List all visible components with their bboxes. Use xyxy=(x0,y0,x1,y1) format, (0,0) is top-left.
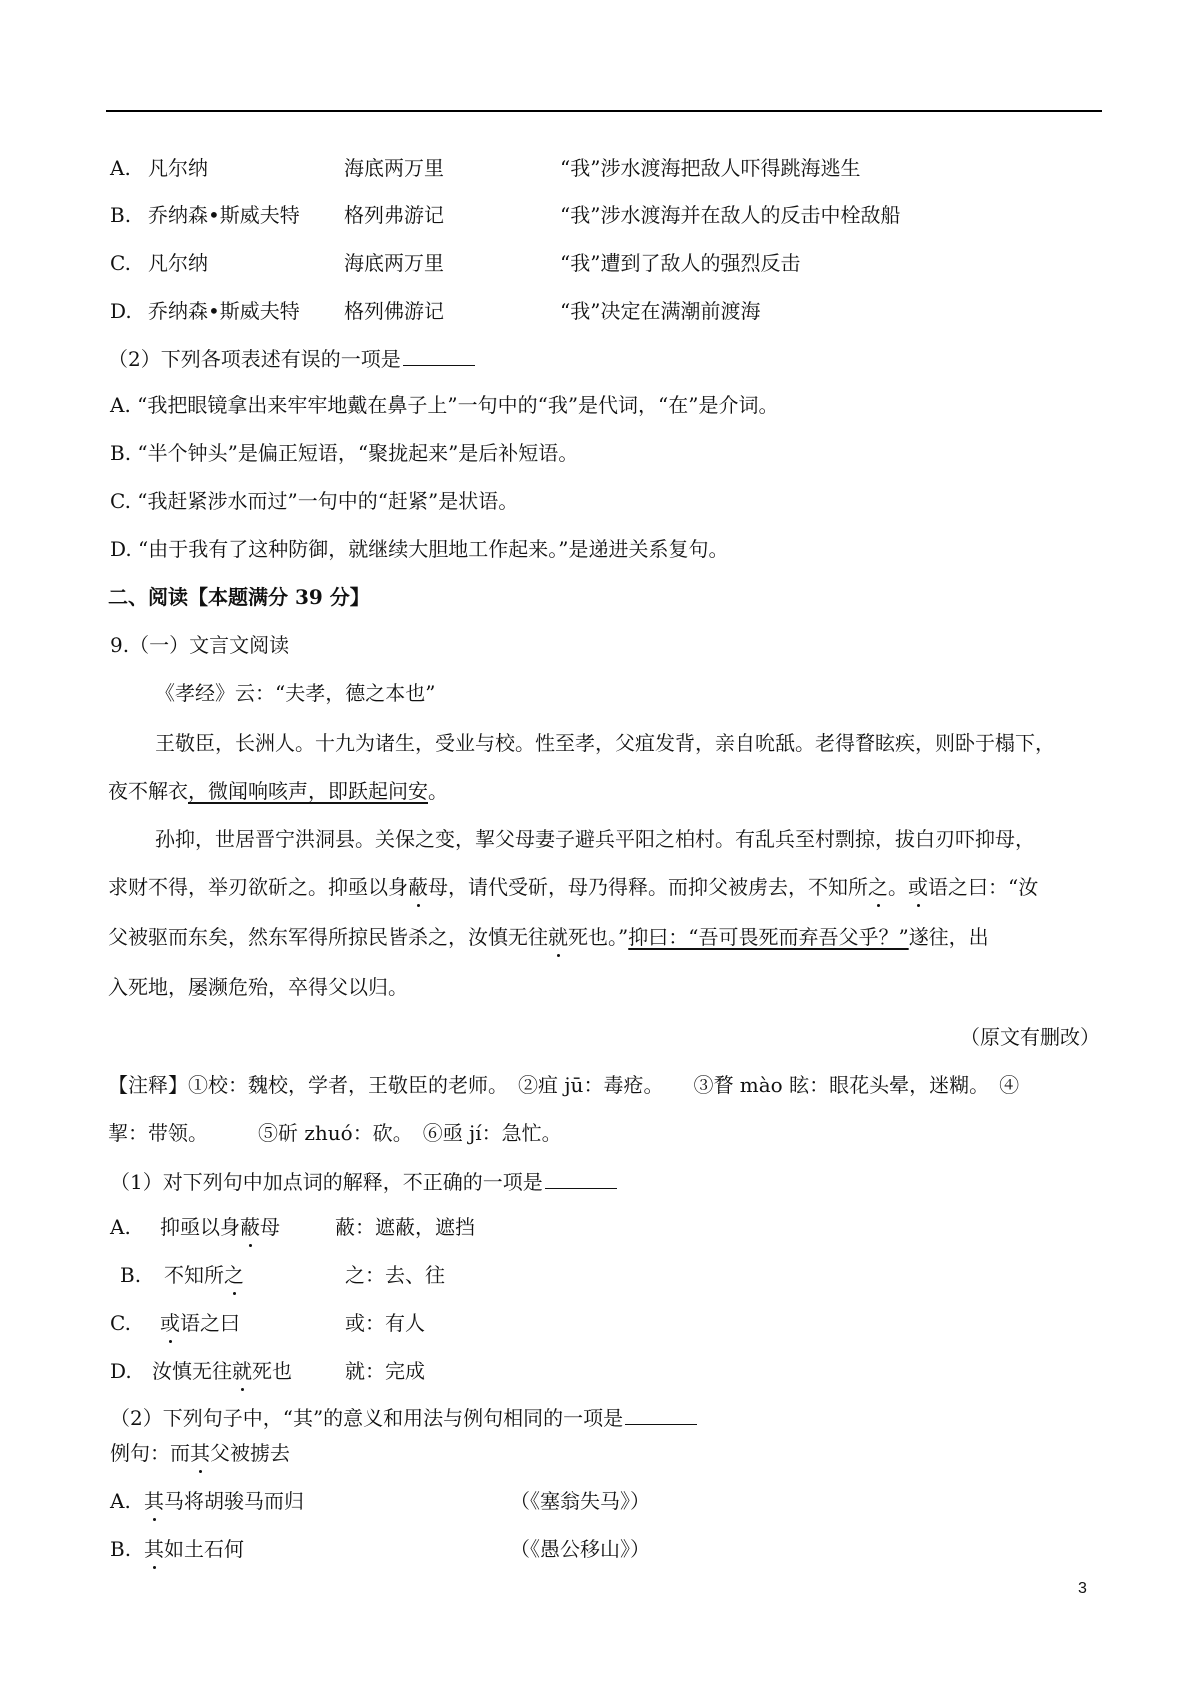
option-author: 乔纳森•斯威夫特 xyxy=(148,203,300,227)
text: 语之曰：“汝 xyxy=(928,875,1039,899)
option-sentence xyxy=(144,1536,244,1562)
q9-2-stem-text: （2）下列句子中，“其”的意义和用法与例句相同的一项是 xyxy=(110,1406,624,1430)
text: 死也 xyxy=(252,1359,292,1383)
option-letter: B. xyxy=(110,203,132,227)
option-sentence xyxy=(160,1310,240,1336)
section-heading: 二、阅读【本题满分 39 分】 xyxy=(108,585,370,609)
dotted-word: 就 xyxy=(232,1359,252,1383)
option-plot: “我”涉水渡海并在敌人的反击中栓敌船 xyxy=(560,203,901,227)
dotted-word: 蔽 xyxy=(240,1215,260,1239)
option-author: 凡尔纳 xyxy=(148,251,208,275)
q8-2-option-a[interactable]: A. “我把眼镜拿出来牢牢地戴在鼻子上”一句中的“我”是代词，“在”是介词。 xyxy=(110,393,779,417)
q8-2-stem-text: （2）下列各项表述有误的一项是 xyxy=(108,347,401,371)
option-sentence xyxy=(144,1488,304,1514)
text: 父被驱而东矣，然东军得所掠民皆杀之，汝慎无往 xyxy=(108,925,548,949)
text: 例句：而 xyxy=(110,1441,190,1465)
option-letter: C. xyxy=(110,1311,131,1335)
q9-title: 9.（一）文言文阅读 xyxy=(110,633,290,657)
option-author: 凡尔纳 xyxy=(148,156,208,180)
option-gloss: 或：有人 xyxy=(345,1311,425,1335)
option-letter: A. xyxy=(110,1215,131,1239)
option-letter: D. xyxy=(110,299,132,323)
answer-blank[interactable] xyxy=(625,1404,697,1425)
option-sentence xyxy=(152,1358,292,1384)
option-gloss: 就：完成 xyxy=(345,1359,425,1383)
q9-1-stem xyxy=(110,1168,617,1195)
option-source: （《愚公移山》） xyxy=(510,1537,650,1561)
passage-p2-line3 xyxy=(108,924,989,950)
option-gloss: 之：去、往 xyxy=(345,1263,445,1287)
dotted-word: 其 xyxy=(144,1537,164,1561)
text: 不知所 xyxy=(164,1263,224,1287)
answer-blank[interactable] xyxy=(545,1168,617,1189)
q8-2-option-d[interactable]: D. “由于我有了这种防御，就继续大胆地工作起来。”是递进关系复句。 xyxy=(110,537,729,561)
passage-p2-line1: 孙抑，世居晋宁洪洞县。关保之变，挈父母妻子避兵平阳之柏村。有乱兵至村剽掠，拔白刃吓抑母， xyxy=(155,827,1035,851)
option-book: 格列弗游记 xyxy=(344,203,444,227)
option-sentence xyxy=(164,1262,244,1288)
passage-p1-line1: 王敬臣，长洲人。十九为诸生，受业与校。性至孝，父疽发背，亲自吮舐。老得瞀眩疾，则卧于榻下， xyxy=(155,731,1055,755)
option-letter: D. xyxy=(110,1359,132,1383)
dotted-word: 就 xyxy=(548,925,568,949)
text: 如土石何 xyxy=(164,1537,244,1561)
text: 母，请代受斫，母乃得释。而抑父被虏去，不知所 xyxy=(428,875,868,899)
dotted-word: 之 xyxy=(868,875,888,899)
text: 。 xyxy=(428,779,448,803)
text: 父被掳去 xyxy=(210,1441,290,1465)
text: 死也。” xyxy=(568,925,629,949)
option-plot: “我”遭到了敌人的强烈反击 xyxy=(560,251,801,275)
dotted-word: 或 xyxy=(908,875,928,899)
q8-2-option-c[interactable]: C. “我赶紧涉水而过”一句中的“赶紧”是状语。 xyxy=(110,489,519,513)
option-book: 海底两万里 xyxy=(344,251,444,275)
q9-2-example xyxy=(110,1440,290,1466)
dotted-word: 之 xyxy=(224,1263,244,1287)
source-note: （原文有删改） xyxy=(960,1025,1100,1049)
q8-2-option-b[interactable]: B. “半个钟头”是偏正短语，“聚拢起来”是后补短语。 xyxy=(110,441,579,465)
notes-line1: 【注释】①校：魏校，学者，王敬臣的老师。 ②疽 jū：毒疮。 ③瞀 mào 眩：眼花头晕，迷糊。 ④ xyxy=(108,1073,1020,1097)
option-letter: B. xyxy=(120,1263,142,1287)
answer-blank[interactable] xyxy=(403,345,475,366)
text: 夜不解衣 xyxy=(108,779,188,803)
text: 汝慎无往 xyxy=(152,1359,232,1383)
passage-quote: 《孝经》云：“夫孝，德之本也” xyxy=(155,681,436,705)
option-letter: A. xyxy=(110,156,131,180)
dotted-word: 其 xyxy=(144,1489,164,1513)
option-plot: “我”涉水渡海把敌人吓得跳海逃生 xyxy=(560,156,861,180)
option-letter: C. xyxy=(110,251,131,275)
text: 求财不得，举刃欲斫之。抑亟以身 xyxy=(108,875,408,899)
option-source: （《塞翁失马》） xyxy=(510,1489,650,1513)
passage-p1-line2 xyxy=(108,778,448,804)
q9-2-stem xyxy=(110,1404,697,1431)
text: 马将胡骏马而归 xyxy=(164,1489,304,1513)
option-gloss: 蔽：遮蔽，遮挡 xyxy=(335,1215,475,1239)
option-letter: A. xyxy=(110,1489,131,1513)
passage-p2-line2 xyxy=(108,874,1038,900)
text: 语之曰 xyxy=(180,1311,240,1335)
dotted-word: 其 xyxy=(190,1441,210,1465)
option-plot: “我”决定在满潮前渡海 xyxy=(560,299,761,323)
option-letter: B. xyxy=(110,1537,132,1561)
underlined-sentence: ，微闻响咳声，即跃起问安 xyxy=(188,779,428,803)
dotted-word: 或 xyxy=(160,1311,180,1335)
text: 抑亟以身 xyxy=(160,1215,240,1239)
text: 母 xyxy=(260,1215,280,1239)
notes-line2: 挈：带领。 ⑤斫 zhuó：砍。 ⑥亟 jí：急忙。 xyxy=(108,1121,562,1145)
text: 遂往，出 xyxy=(908,925,989,949)
q9-1-stem-text: （1）对下列句中加点词的解释，不正确的一项是 xyxy=(110,1170,543,1194)
header-rule xyxy=(106,110,1102,112)
text: 。 xyxy=(888,875,908,899)
page-number: 3 xyxy=(1078,1580,1087,1597)
passage-p2-line4: 入死地，屡濒危殆，卒得父以归。 xyxy=(108,975,408,999)
option-author: 乔纳森•斯威夫特 xyxy=(148,299,300,323)
option-book: 海底两万里 xyxy=(344,156,444,180)
option-book: 格列佛游记 xyxy=(344,299,444,323)
q8-2-stem xyxy=(108,345,475,372)
underlined-sentence: 抑曰：“吾可畏死而弃吾父乎？” xyxy=(628,925,909,949)
dotted-word: 蔽 xyxy=(408,875,428,899)
option-sentence xyxy=(160,1214,280,1240)
